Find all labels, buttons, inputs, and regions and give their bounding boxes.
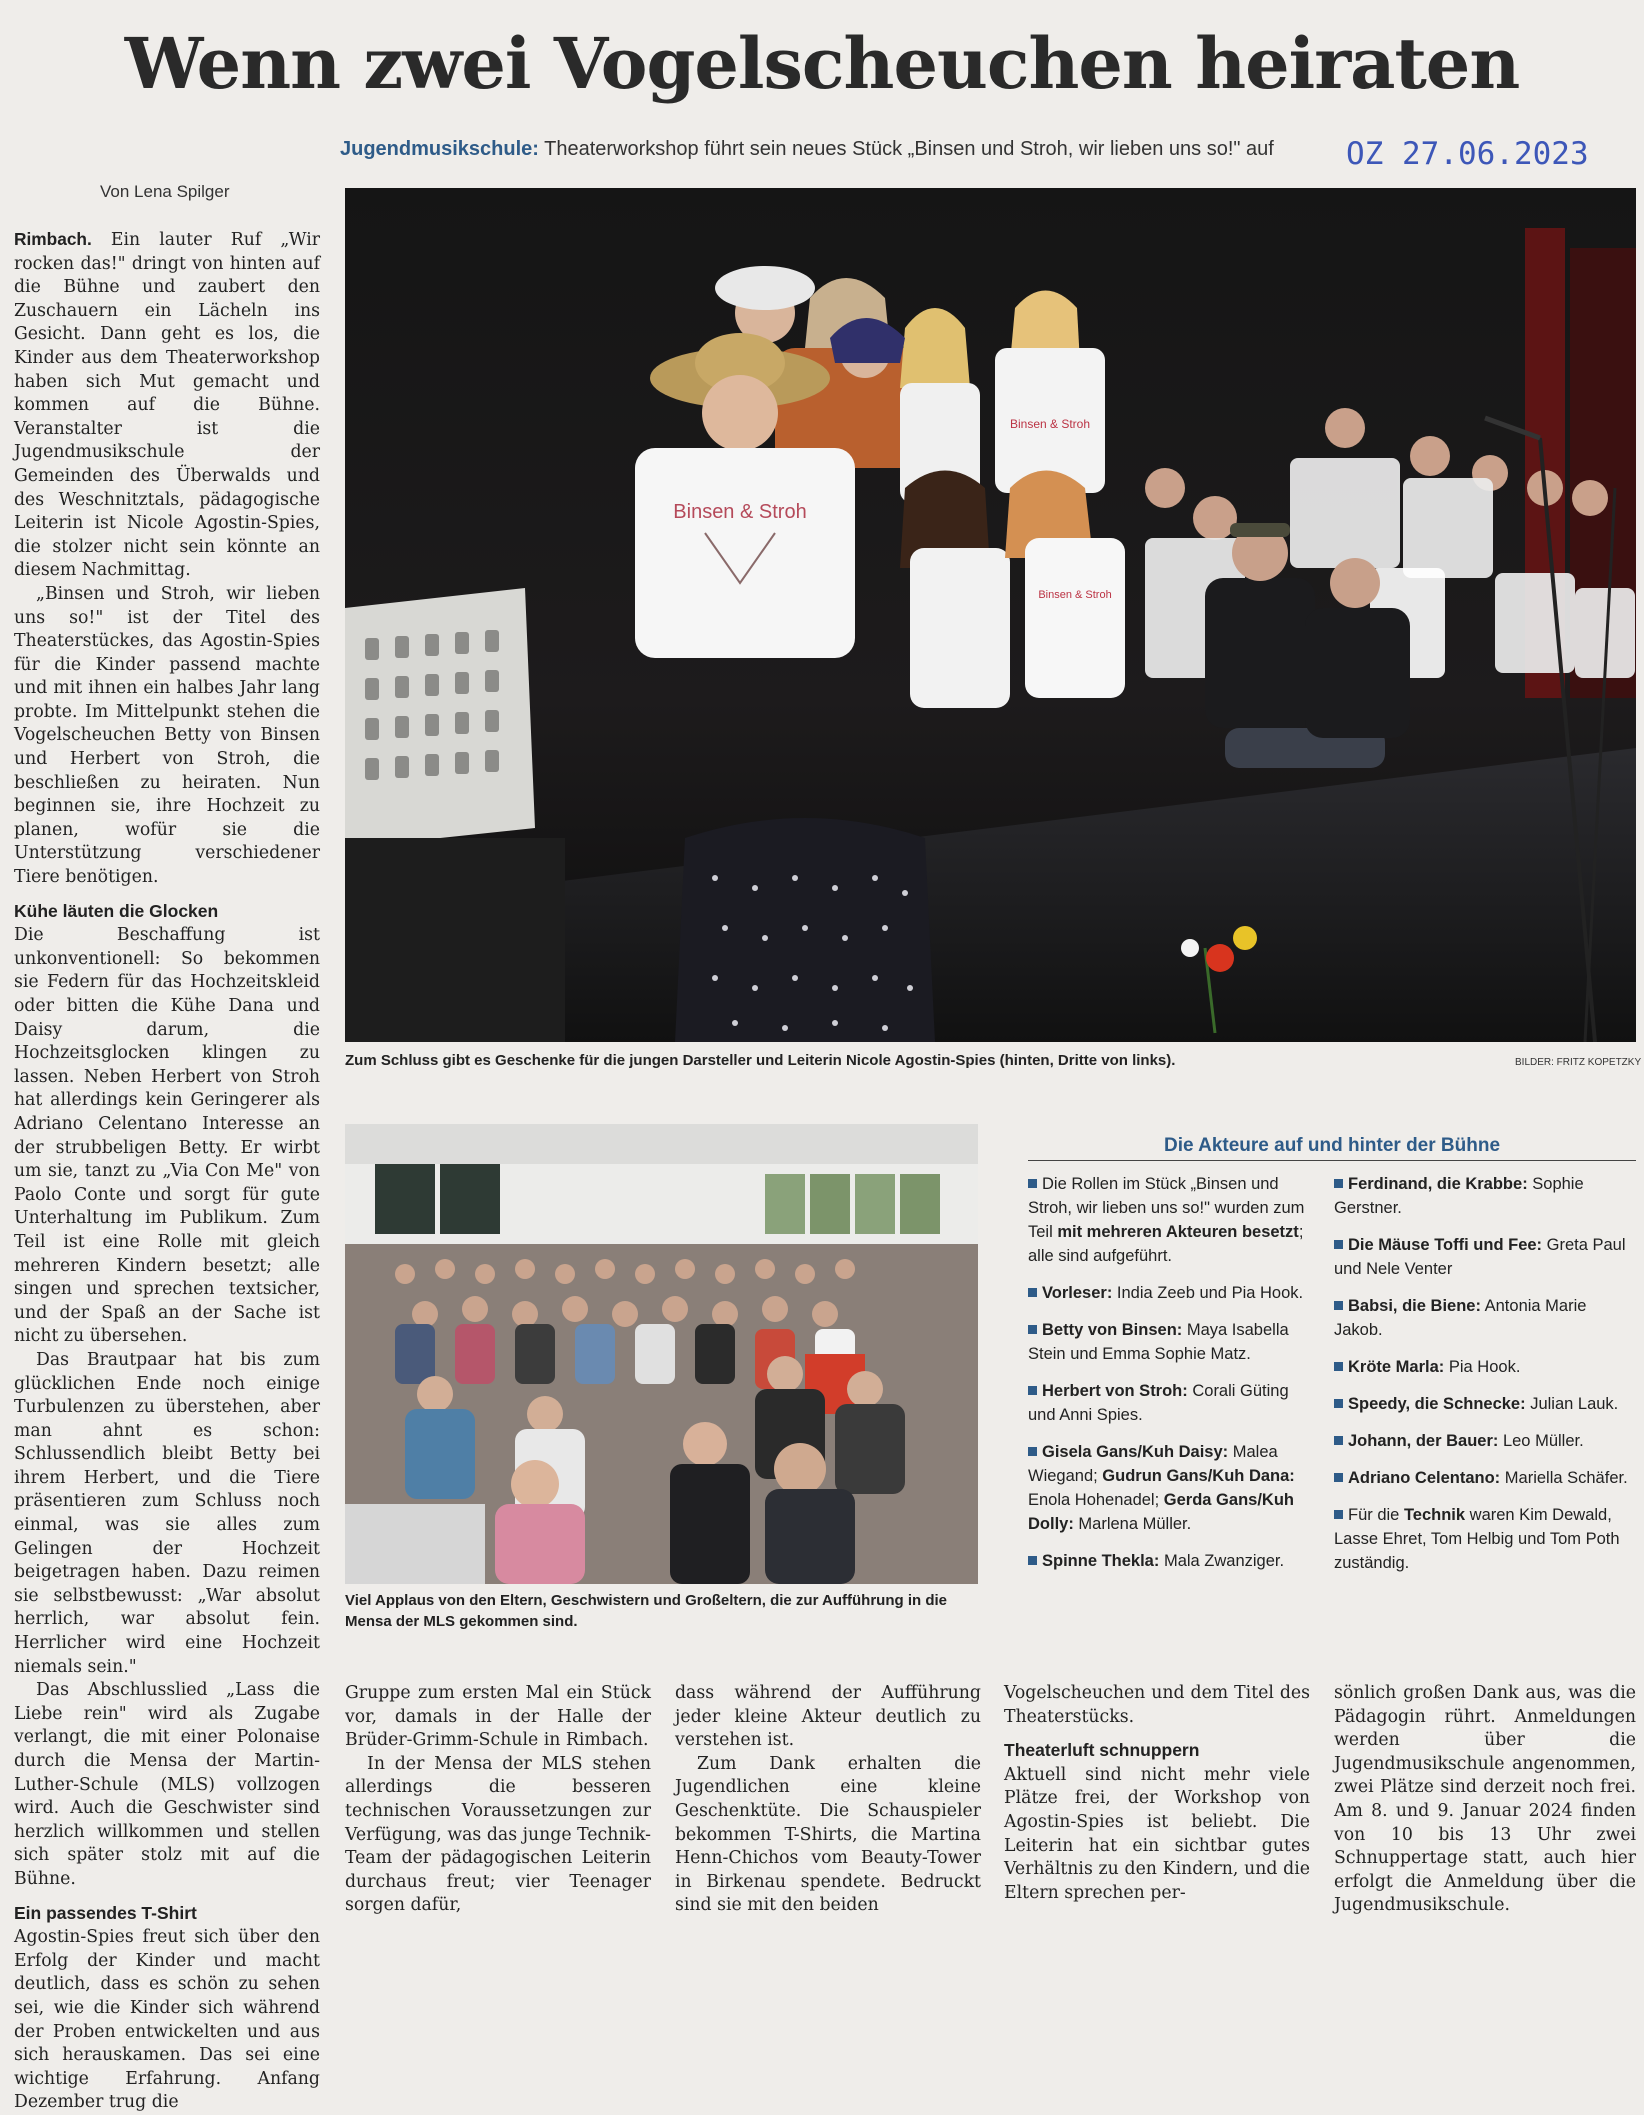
info-box-left: [1028, 1172, 1318, 1586]
cast-entry: Speedy, die Schnecke: Julian Lauk.: [1334, 1392, 1634, 1416]
paragraph: Zum Dank erhalten die Jugendlichen eine kleine Geschenktüte. Die Schauspieler bekommen T-Shirts, die Martina Henn-Chichos vom Beauty-Tower in Birkenau spendete. Bedruckt sind sie mit den beiden: [675, 1753, 981, 1916]
paragraph: dass während der Aufführung jeder kleine Akteur deutlich zu verstehen ist.: [675, 1683, 981, 1751]
paragraph: Das Brautpaar hat bis zum glücklichen Ende noch einige Turbulenzen zu überstehen, aber man ahnt es schon: Schlussendlich bleibt Betty bei ihrem Herbert, und die Tiere präsentieren zum Schluss noch einmal, was sie alles zum Gelingen der Hochzeit beigetragen haben. Dazu reimen sie selbstbewusst: „War absolut herrlich, war absolut fein. Herrlicher wird eine Hochzeit niemals sein.": [14, 1349, 320, 1677]
cast-entry: Für die Technik waren Kim Dewald, Lasse Ehret, Tom Helbig und Tom Poth zuständig.: [1334, 1506, 1620, 1572]
subheading: Theaterluft schnuppern: [1004, 1740, 1200, 1761]
bullet-icon: [1028, 1556, 1037, 1565]
cast-entry: Die Rollen im Stück „Binsen und Stroh, wir lieben uns so!" wurden zum Teil mit mehreren Akteuren besetzt; alle sind aufgeführt.: [1028, 1175, 1305, 1265]
audience-photo-image: [345, 1124, 978, 1584]
cast-entry: Ferdinand, die Krabbe: Sophie Gerstner.: [1334, 1175, 1584, 1217]
paragraph: Ein lauter Ruf „Wir rocken das!" dringt von hinten auf die Bühne und zaubert den Zuschauern ein Lächeln ins Gesicht. Dann geht es los, die Kinder aus dem Theaterworkshop haben sich Mut gemacht und kommen auf die Bühne. Veranstalter ist die Jugendmusikschule der Gemeinden des Überwalds und des Weschnitztals, pädagogische Leiterin ist Nicole Agostin-Spies, die stolzer nicht sein könnte an diesem Nachmittag.: [14, 230, 320, 581]
cast-entry: Johann, der Bauer: Leo Müller.: [1334, 1429, 1634, 1453]
paragraph: „Binsen und Stroh, wir lieben uns so!" ist der Titel des Theaterstückes, das Agostin-Spies für die Kinder passend machte und mit ihnen ein halbes Jahr lang probte. Im Mittelpunkt stehen die Vogelscheuchen Betty von Binsen und Herbert von Stroh, die beschließen zu heiraten. Nun beginnen sie, ihre Hochzeit zu planen, wofür sie die Unterstützung verschiedener Tiere benötigen.: [14, 583, 320, 888]
article-column-3: [675, 1682, 981, 1918]
cast-entry: Adriano Celentano: Mariella Schäfer.: [1334, 1466, 1634, 1490]
stage-photo-image: [345, 188, 1636, 1042]
bullet-icon: [1334, 1301, 1343, 1310]
date-stamp: OZ 27.06.2023: [1346, 136, 1589, 172]
shirt-print: Binsen & Stroh: [1038, 589, 1112, 601]
paragraph: Das Abschlusslied „Lass die Liebe rein" wird als Zugabe verlangt, die mit einer Polonaise durch die Mensa der Martin-Luther-Schule (MLS) vollzogen wird. Auch die Geschwister sind herzlich willkommen und stellen sich später stolz mit auf die Bühne.: [14, 1680, 320, 1889]
subheading: Kühe läuten die Glocken: [14, 900, 219, 921]
paragraph: Agostin-Spies freut sich über den Erfolg der Kinder und macht deutlich, dass es schön zu sehen sei, wie die Kinder sich während der Proben entwickelten und aus sich herauskamen. Das sei eine wichtige Erfahrung. Anfang Dezember trug die: [14, 1927, 320, 2113]
bullet-icon: [1028, 1179, 1037, 1188]
bullet-icon: [1028, 1447, 1037, 1456]
bullet-icon: [1028, 1386, 1037, 1395]
photo-credit: BILDER: FRITZ KOPETZKY: [1515, 1057, 1642, 1068]
photo-caption: Zum Schluss gibt es Geschenke für die jungen Darsteller und Leiterin Nicole Agostin-Spies (hinten, Dritte von links).: [345, 1052, 1176, 1069]
cast-entry: Die Mäuse Toffi und Fee: Greta Paul und Nele Venter: [1334, 1236, 1626, 1278]
info-box-divider: [1028, 1160, 1636, 1161]
headline: Wenn zwei Vogelscheuchen heiraten: [124, 22, 1520, 105]
paragraph: In der Mensa der MLS stehen allerdings die besseren technischen Voraussetzungen zur Verfügung, was das junge Technik-Team der pädagogischen Leiterin durchaus freut; vier Teenager sorgen dafür,: [345, 1753, 651, 1916]
bullet-icon: [1334, 1240, 1343, 1249]
subheadline: [340, 138, 1274, 161]
bullet-icon: [1028, 1325, 1037, 1334]
dateline: Rimbach.: [14, 229, 92, 249]
bullet-icon: [1334, 1510, 1343, 1519]
bullet-icon: [1334, 1399, 1343, 1408]
article-column-2: [345, 1682, 651, 1918]
bullet-icon: [1334, 1436, 1343, 1445]
bullet-icon: [1334, 1179, 1343, 1188]
paragraph: Gruppe zum ersten Mal ein Stück vor, damals in der Halle der Brüder-Grimm-Schule in Rimbach.: [345, 1683, 651, 1751]
photo-caption: Viel Applaus von den Eltern, Geschwistern und Großeltern, die zur Aufführung in die Mensa der MLS gekommen sind.: [345, 1592, 948, 1630]
info-box-right: [1334, 1172, 1634, 1588]
shirt-print: Binsen & Stroh: [673, 501, 807, 523]
subhead-kicker: Jugendmusikschule:: [340, 138, 539, 160]
cast-entry: Babsi, die Biene: Antonia Marie Jakob.: [1334, 1297, 1587, 1339]
cast-entry: Herbert von Stroh: Corali Güting und Anni Spies.: [1028, 1382, 1289, 1424]
cast-entry: Spinne Thekla: Mala Zwanziger.: [1028, 1549, 1318, 1573]
bullet-icon: [1028, 1288, 1037, 1297]
subhead-text: Theaterworkshop führt sein neues Stück „Binsen und Stroh, wir lieben uns so!" auf: [538, 138, 1274, 160]
subheading: Ein passendes T-Shirt: [14, 1902, 197, 1923]
cast-entry: Vorleser: India Zeeb und Pia Hook.: [1028, 1281, 1318, 1305]
article-column-4: [1004, 1682, 1310, 1905]
byline: Von Lena Spilger: [100, 182, 230, 201]
cast-entry: Betty von Binsen: Maya Isabella Stein und Emma Sophie Matz.: [1028, 1321, 1289, 1363]
shirt-print: Binsen & Stroh: [1009, 417, 1091, 431]
cast-entry: Kröte Marla: Pia Hook.: [1334, 1355, 1634, 1379]
audience-photo: [345, 1124, 978, 1584]
article-column-5: [1334, 1682, 1636, 1918]
bullet-icon: [1334, 1473, 1343, 1482]
paragraph: sönlich großen Dank aus, was die Pädagogin rührt. Anmeldungen werden über die Jugendmusikschule angenommen, zwei Plätze sind derzeit noch frei. Am 8. und 9. Januar 2024 finden von 10 bis 13 Uhr zwei Schnuppertage statt, auch hier erfolgt die Anmeldung über die Jugendmusikschule.: [1334, 1683, 1636, 1916]
cast-entry: Gisela Gans/Kuh Daisy: Malea Wiegand; Gudrun Gans/Kuh Dana: Enola Hohenadel; Gerda Gans/Kuh Dolly: Marlena Müller.: [1028, 1443, 1295, 1533]
info-box-title: Die Akteure auf und hinter der Bühne: [1163, 1135, 1501, 1156]
paragraph: Die Beschaffung ist unkonventionell: So bekommen sie Federn für das Hochzeitskleid oder bitten die Kühe Dana und Daisy darum, die Hochzeitsglocken klingen zu lassen. Neben Herbert von Stroh hat allerdings kein Geringerer als Adriano Celentano Interesse an der strubbeligen Betty. Er wirbt um sie, tanzt zu „Via Con Me" von Paolo Conte und sorgt für gute Unterhaltung im Publikum. Zum Teil ist eine Rolle mit gleich mehreren Kindern besetzt; alle singen und sprechen textsicher, und der Spaß an der Sache ist nicht zu übersehen.: [14, 925, 320, 1347]
stage-photo: [345, 188, 1636, 1042]
paragraph: Aktuell sind nicht mehr viele Plätze frei, der Workshop von Agostin-Spies ist beliebt. Die Leiterin hat ein sichtbar gutes Verhältnis zu den Kindern, und die Eltern sprechen per-: [1004, 1764, 1310, 1903]
paragraph: Vogelscheuchen und dem Titel des Theaterstücks.: [1004, 1683, 1310, 1727]
article-column-1: [14, 228, 320, 2115]
bullet-icon: [1334, 1362, 1343, 1371]
